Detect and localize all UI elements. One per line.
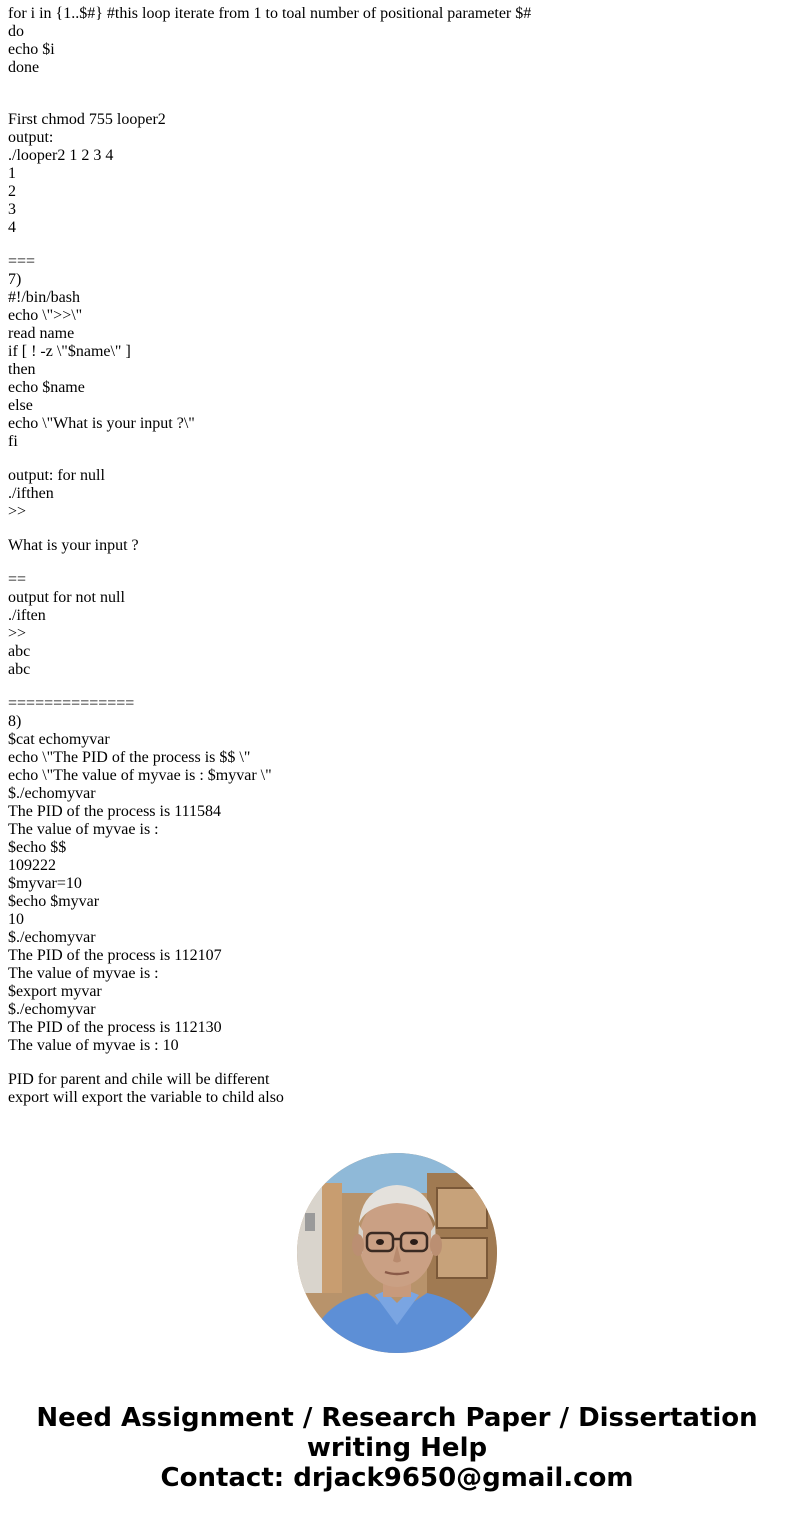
text-line: What is your input ? xyxy=(8,537,139,554)
text-line: output: xyxy=(8,129,54,146)
promo-line: Need Assignment / Research Paper / Dissertation xyxy=(36,1403,758,1433)
promo-banner xyxy=(0,1403,794,1493)
text-line: $echo $myvar xyxy=(8,893,100,910)
text-line: First chmod 755 looper2 xyxy=(8,111,166,128)
blank-gap xyxy=(8,77,786,111)
text-line: 4 xyxy=(8,219,16,236)
text-line: output: for null xyxy=(8,467,105,484)
text-line: else xyxy=(8,397,33,414)
text-line: echo \"What is your input ?\" xyxy=(8,415,195,432)
text-line: echo \"The value of myvae is : $myvar \" xyxy=(8,767,272,784)
promo-contact: Contact: drjack9650@gmail.com xyxy=(160,1463,634,1493)
text-line: $export myvar xyxy=(8,983,102,1000)
text-line: The PID of the process is 112107 xyxy=(8,947,222,964)
text-line: 109222 xyxy=(8,857,56,874)
text-line: do xyxy=(8,23,24,40)
text-line: for i in {1..$#} #this loop iterate from 1 to toal number of positional parameter $# xyxy=(8,5,532,22)
text-line: 1 xyxy=(8,165,16,182)
promo-line: writing Help xyxy=(306,1433,488,1463)
text-line: if [ ! -z \"$name\" ] xyxy=(8,343,131,360)
text-line: $./echomyvar xyxy=(8,785,96,802)
text-line: 10 xyxy=(8,911,24,928)
text-line: echo $i xyxy=(8,41,55,58)
text-line: The value of myvae is : xyxy=(8,965,159,982)
text-line: export will export the variable to child also xyxy=(8,1089,284,1106)
text-line: done xyxy=(8,59,40,76)
text-line: $myvar=10 xyxy=(8,875,82,892)
text-line: $echo $$ xyxy=(8,839,67,856)
blank-gap xyxy=(8,555,786,571)
text-line: abc xyxy=(8,661,31,678)
text-line: The value of myvae is : xyxy=(8,821,159,838)
text-line: 7) xyxy=(8,271,22,288)
text-line: >> xyxy=(8,503,27,520)
text-line: read name xyxy=(8,325,75,342)
blank-gap xyxy=(8,1055,786,1071)
text-line: output for not null xyxy=(8,589,125,606)
blank-gap xyxy=(8,679,786,695)
text-line: echo \">>\" xyxy=(8,307,83,324)
text-line: ============== xyxy=(8,695,135,712)
text-line: $./echomyvar xyxy=(8,929,96,946)
text-line: ./ifthen xyxy=(8,485,54,502)
text-line: === xyxy=(8,253,36,270)
text-line: The PID of the process is 112130 xyxy=(8,1019,222,1036)
text-line: The PID of the process is 111584 xyxy=(8,803,221,820)
text-line: == xyxy=(8,571,27,588)
author-avatar-photo xyxy=(297,1153,497,1353)
text-line: ./iften xyxy=(8,607,46,624)
text-line: 2 xyxy=(8,183,16,200)
text-line: fi xyxy=(8,433,18,450)
text-line: $./echomyvar xyxy=(8,1001,96,1018)
text-line: then xyxy=(8,361,36,378)
text-line: abc xyxy=(8,643,31,660)
text-line: The value of myvae is : 10 xyxy=(8,1037,179,1054)
text-line: 3 xyxy=(8,201,16,218)
text-line: echo \"The PID of the process is $$ \" xyxy=(8,749,251,766)
text-line: >> xyxy=(8,625,27,642)
text-line: echo $name xyxy=(8,379,85,396)
document-body xyxy=(8,5,786,1107)
text-line: PID for parent and chile will be different xyxy=(8,1071,270,1088)
blank-gap xyxy=(8,237,786,253)
text-line: 8) xyxy=(8,713,22,730)
text-line: ./looper2 1 2 3 4 xyxy=(8,147,114,164)
text-line: #!/bin/bash xyxy=(8,289,80,306)
text-line: $cat echomyvar xyxy=(8,731,110,748)
blank-gap xyxy=(8,521,786,537)
blank-gap xyxy=(8,451,786,467)
